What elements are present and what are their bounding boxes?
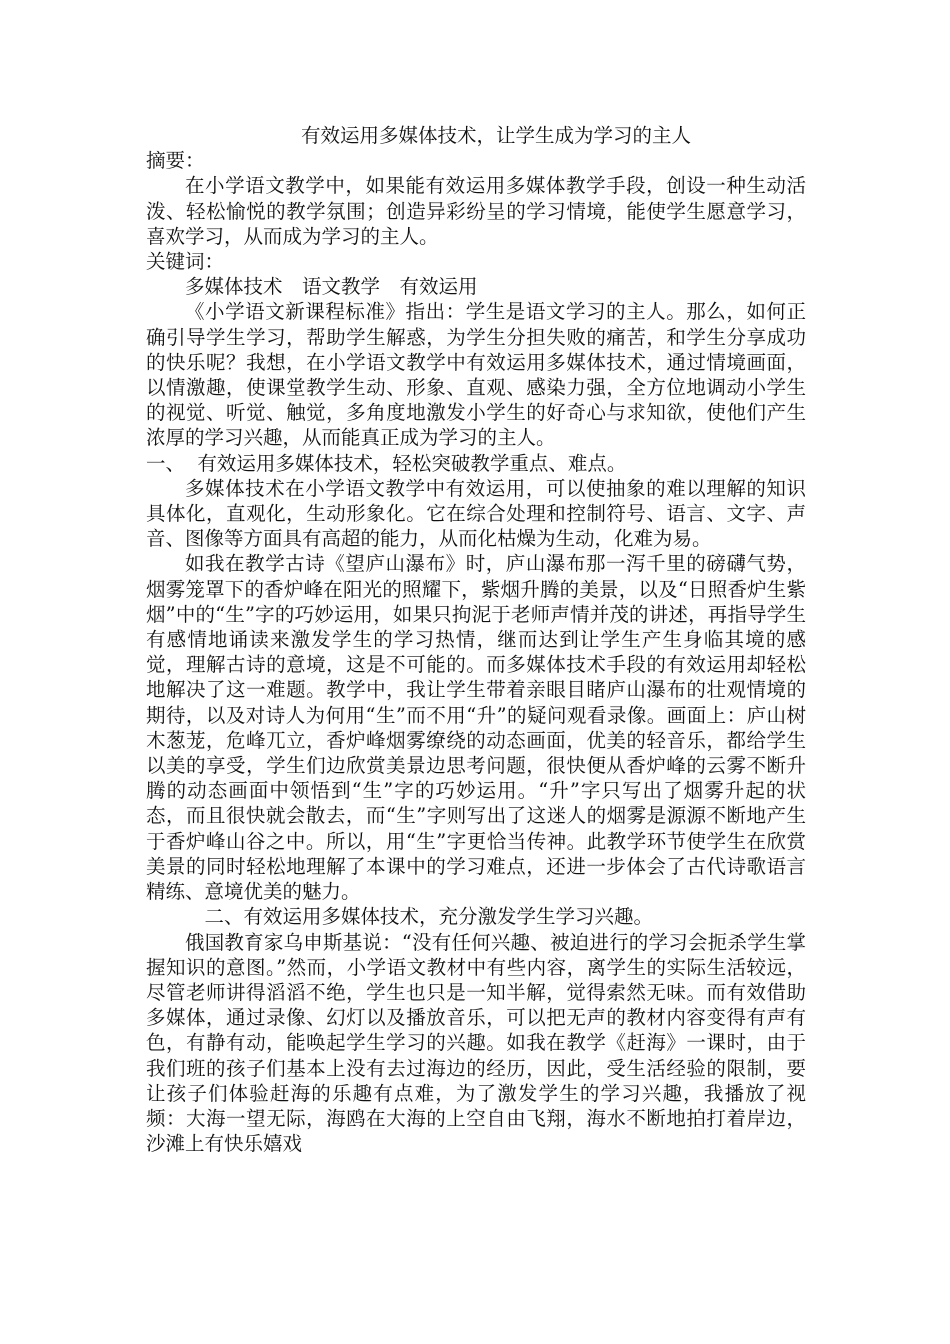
section-one-paragraph-1: 多媒体技术在小学语文教学中有效运用，可以使抽象的难以理解的知识具体化，直观化，生动形象化。它在综合处理和控制符号、语言、文字、声音、图像等方面具有高超的能力，从而化枯燥为生动，化难为易。 xyxy=(146,476,806,551)
intro-paragraph: 《小学语文新课程标准》指出：学生是语文学习的主人。那么，如何正确引导学生学习，帮助学生解惑，为学生分担失败的痛苦，和学生分享成功的快乐呢？我想，在小学语文教学中有效运用多媒体技术，通过情境画面，以情激趣，使课堂教学生动、形象、直观、感染力强，全方位地调动小学生的视觉、听觉、触觉，多角度地激发小学生的好奇心与求知欲，使他们产生浓厚的学习兴趣，从而能真正成为学习的主人。 xyxy=(146,300,806,450)
section-two-heading: 二、有效运用多媒体技术，充分激发学生学习兴趣。 xyxy=(204,905,654,929)
section-one-paragraph-2: 如我在教学古诗《望庐山瀑布》时，庐山瀑布那一泻千里的磅礴气势，烟雾笼罩下的香炉峰在阳光的照耀下，紫烟升腾的美景，以及“日照香炉生紫烟”中的“生”字的巧妙运用，如果只拘泥于老师声情并茂的讲述，再指导学生有感情地诵读来激发学生的学习热情，继而达到让学生产生身临其境的感觉，理解古诗的意境，这是不可能的。而多媒体技术手段的有效运用却轻松地解决了这一难题。教学中，我让学生带着亲眼目睹庐山瀑布的壮观情境的期待，以及对诗人为何用“生”而不用“升”的疑问观看录像。画面上：庐山树木葱茏，危峰兀立，香炉峰烟雾缭绕的动态画面，优美的轻音乐，都给学生以美的享受，学生们边欣赏美景边思考问题，很快便从香炉峰的云雾不断升腾的动态画面中领悟到“生”字的巧妙运用。“升”字只写出了烟雾升起的状态，而且很快就会散去，而“生”字则写出了这迷人的烟雾是源源不断地产生于香炉峰山谷之中。所以，用“生”字更恰当传神。此教学环节使学生在欣赏美景的同时轻松地理解了本课中的学习难点，还进一步体会了古代诗歌语言精练、意境优美的魅力。 xyxy=(146,552,806,904)
section-two-paragraph-1: 俄国教育家乌申斯基说：“没有任何兴趣、被迫进行的学习会扼杀学生掌握知识的意图。”然而，小学语文教材中有些内容，离学生的实际生活较远，尽管老师讲得滔滔不绝，学生也只是一知半解，觉得索然无味。而有效借助多媒体，通过录像、幻灯以及播放音乐，可以把无声的教材内容变得有声有色，有静有动，能唤起学生学习的兴趣。如我在教学《赶海》一课时，由于我们班的孩子们基本上没有去过海边的经历，因此，受生活经验的限制，要让孩子们体验赶海的乐趣有点难，为了激发学生的学习兴趣，我播放了视频：大海一望无际，海鸥在大海的上空自由飞翔，海水不断地拍打着岸边，沙滩上有快乐嬉戏 xyxy=(146,930,806,1156)
document-title: 有效运用多媒体技术，让学生成为学习的主人 xyxy=(300,124,691,147)
keywords-list: 多媒体技术 语文教学 有效运用 xyxy=(185,275,478,299)
abstract-label: 摘要： xyxy=(146,149,205,173)
document-body xyxy=(146,123,806,1156)
section-one-heading: 一、 有效运用多媒体技术，轻松突破教学重点、难点。 xyxy=(146,451,627,475)
keywords-label: 关键词： xyxy=(146,250,225,274)
abstract-paragraph: 在小学语文教学中，如果能有效运用多媒体教学手段，创设一种生动活泼、轻松愉悦的教学氛围；创造异彩纷呈的学习情境，能使学生愿意学习，喜欢学习，从而成为学习的主人。 xyxy=(146,174,806,248)
